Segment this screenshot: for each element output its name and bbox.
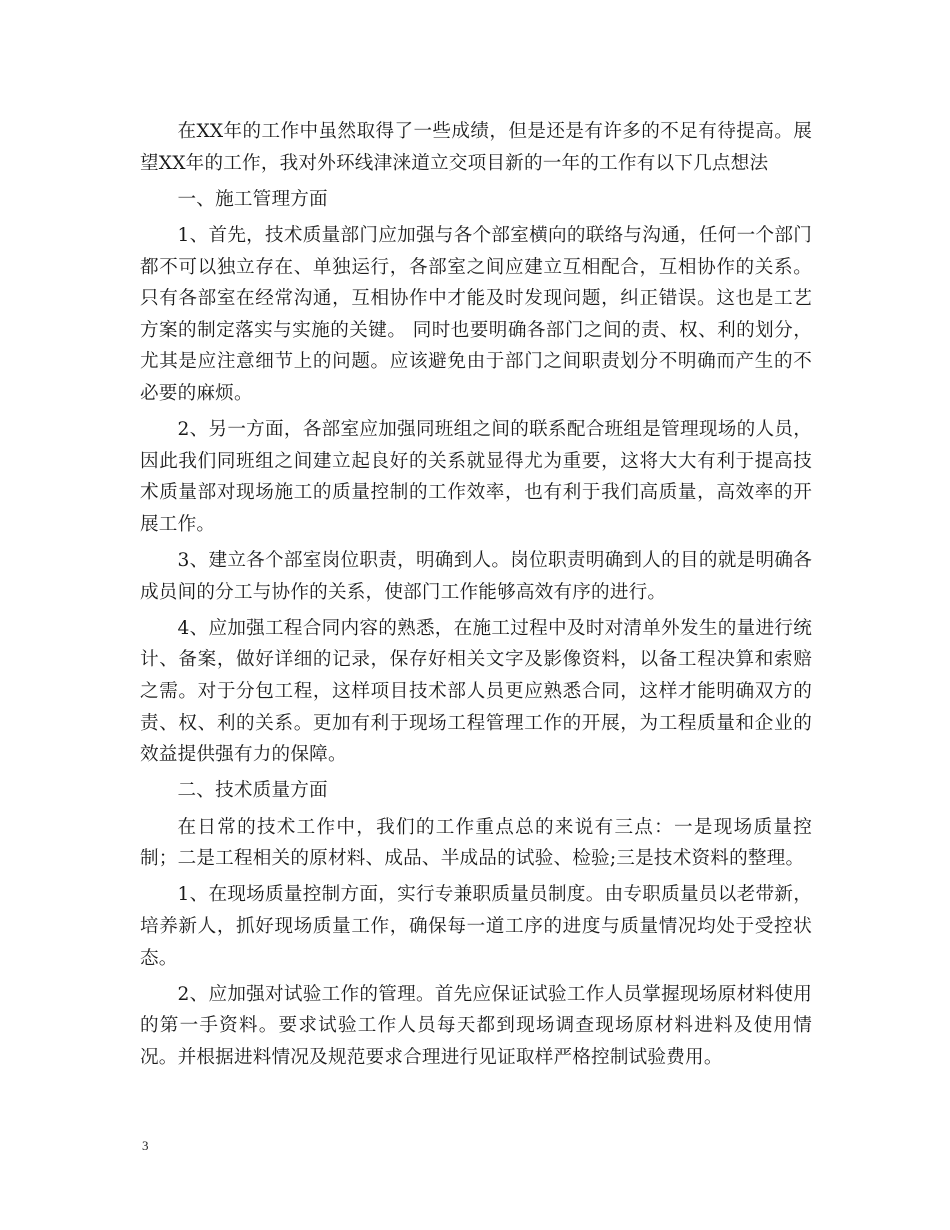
quality-item-1: 1、在现场质量控制方面，实行专兼职质量员制度。由专职质量员以老带新，培养新人，抓好现场质量工作，确保每一道工序的进度与质量情况均处于受控状态。 bbox=[140, 884, 812, 969]
paragraph-item-1: 1、首先，技术质量部门应加强与各个部室横向的联络与沟通，任何一个部门都不可以独立存在、单独运行，各部室之间应建立互相配合，互相协作的关系。只有各部室在经常沟通，互相协作中才能及时发现问题，纠正错误。这也是工艺方案的制定落实与实施的关键。 同时也要明确各部门之间的责、权、利的划分，尤其是应注意细节上的问题。应该避免由于部门之间职责划分不明确而产生的不必要的麻烦。 bbox=[140, 224, 812, 404]
technical-quality-intro-paragraph: 在日常的技术工作中，我们的工作重点总的来说有三点：一是现场质量控制；二是工程相关的原材料、成品、半成品的试验、检验;三是技术资料的整理。 bbox=[140, 816, 812, 870]
paragraph-item-4: 4、应加强工程合同内容的熟悉，在施工过程中及时对清单外发生的量进行统计、备案，做好详细的记录，保存好相关文字及影像资料，以备工程决算和索赔之需。对于分包工程，这样项目技术部人员更应熟悉合同，这样才能明确双方的责、权、利的关系。更加有利于现场工程管理工作的开展，为工程质量和企业的效益提供强有力的保障。 bbox=[140, 617, 812, 766]
quality-item-2: 2、应加强对试验工作的管理。首先应保证试验工作人员掌握现场原材料使用的第一手资料。要求试验工作人员每天都到现场调查现场原材料进料及使用情况。并根据进料情况及规范要求合理进行见证取样严格控制试验费用。 bbox=[140, 983, 812, 1068]
section-heading-construction-management: 一、施工管理方面 bbox=[177, 188, 328, 210]
document-body bbox=[140, 116, 812, 1078]
section-heading-technical-quality: 二、技术质量方面 bbox=[177, 780, 328, 802]
paragraph-item-3: 3、建立各个部室岗位职责，明确到人。岗位职责明确到人的目的就是明确各成员间的分工与协作的关系，使部门工作能够高效有序的进行。 bbox=[140, 550, 812, 603]
page-number: 3 bbox=[142, 1138, 149, 1153]
paragraph-item-2: 2、另一方面，各部室应加强同班组之间的联系配合班组是管理现场的人员，因此我们同班组之间建立起良好的关系就显得尤为重要，这将大大有利于提高技术质量部对现场施工的质量控制的工作效率，也有利于我们高质量，高效率的开展工作。 bbox=[140, 419, 812, 535]
intro-paragraph: 在XX年的工作中虽然取得了一些成绩，但是还是有许多的不足有待提高。展望XX年的工作，我对外环线津涞道立交项目新的一年的工作有以下几点想法 bbox=[140, 121, 812, 174]
